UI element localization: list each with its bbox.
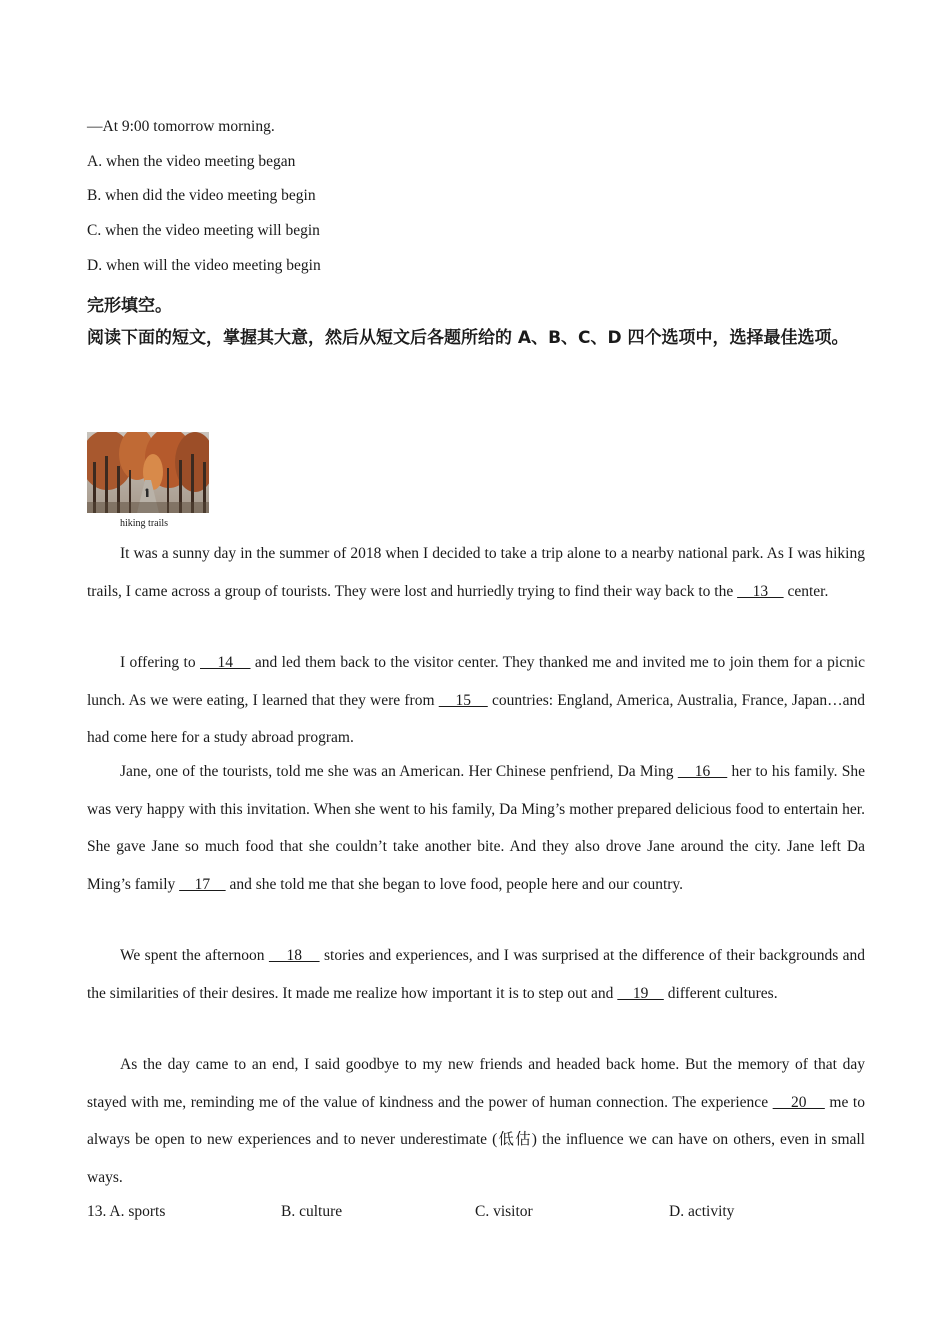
q13-option-a[interactable]: 13. A. sports (87, 1203, 166, 1220)
blank-18[interactable]: 18 (268, 947, 320, 964)
blank-17[interactable]: 17 (179, 875, 226, 893)
q13-option-c[interactable]: C. visitor (475, 1203, 533, 1220)
option-a: A. when the video meeting began (87, 153, 296, 170)
paragraph-4: We spent the afternoon 18 stories and experiences, and I was surprised at the difference of their backgrounds and the similarities of their desires. It made me realize how important it is to step out and 19 different cultures. (87, 947, 866, 1002)
passage (87, 535, 865, 610)
q13-option-b[interactable]: B. culture (281, 1203, 343, 1220)
blank-13[interactable]: 13 (737, 582, 784, 600)
blank-20[interactable]: 20 (772, 1093, 825, 1111)
instruction: 阅读下面的短文，掌握其大意，然后从短文后各题所给的 A、B、C、D 四个选项中，选择最佳选项。 (87, 328, 849, 348)
paragraph-3: Jane, one of the tourists, told me she was an American. Her Chinese penfriend, Da Ming 16 her to his family. She was very happy with this invitation. When she went to his family, Da Ming’s mother prepared delicious food to entertain her. She gave Jane so much food that she couldn’t take another bite. And they also drove Jane around the city. Jane left Da Ming’s family 17 and she told me that she began to love food, people here and our country. (87, 763, 866, 893)
hiking-trails-photo (87, 432, 209, 513)
paragraph-1: It was a sunny day in the summer of 2018 when I decided to take a trip alone to a nearby national park. As I was hiking trails, I came across a group of tourists. They were lost and hurriedly trying to find their way back to the 13 center. (87, 545, 865, 600)
passage-part-4 (87, 937, 865, 1012)
passage-part-5 (87, 1046, 865, 1196)
blank-15[interactable]: 15 (438, 691, 488, 709)
passage-part-3 (87, 753, 865, 903)
paragraph-2: I offering to 14 and led them back to the visitor center. They thanked me and invited me to join them for a picnic lunch. As we were eating, I learned that they were from 15 countries: England, America, Australia, France, Japan…and had come here for a study abroad program. (87, 654, 866, 746)
blank-16[interactable]: 16 (677, 763, 728, 780)
image-caption: hiking trails (120, 518, 169, 529)
option-d: D. when will the video meeting begin (87, 257, 321, 274)
option-c: C. when the video meeting will begin (87, 222, 320, 239)
option-b: B. when did the video meeting begin (87, 187, 316, 204)
answer-line: —At 9:00 tomorrow morning. (87, 118, 275, 135)
passage-part-2 (87, 644, 865, 757)
section-title: 完形填空。 (87, 296, 172, 316)
q13-option-d[interactable]: D. activity (669, 1203, 735, 1220)
paragraph-5: As the day came to an end, I said goodbye to my new friends and headed back home. But the memory of that day stayed with me, reminding me of the value of kindness and the power of human connection. The experience 20 me to always be open to new experiences and to never underestimate (低估) the influence we can have on others, even in small ways. (87, 1056, 865, 1186)
blank-19[interactable]: 19 (617, 984, 664, 1002)
blank-14[interactable]: 14 (200, 654, 251, 671)
